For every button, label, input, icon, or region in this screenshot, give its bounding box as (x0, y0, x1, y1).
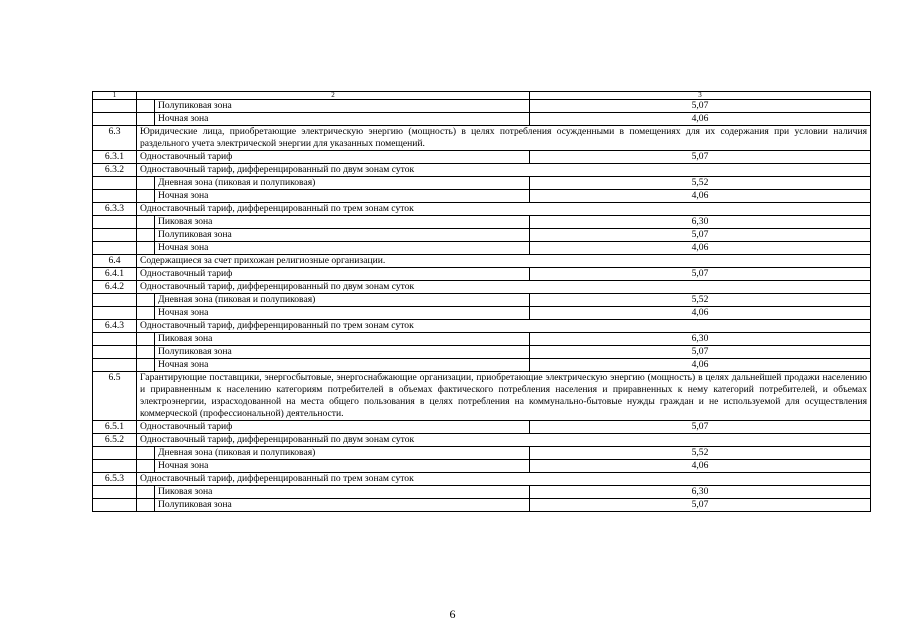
indent-cell (137, 346, 155, 359)
table-row (93, 242, 871, 255)
row-number (93, 499, 137, 512)
indent-cell (137, 242, 155, 255)
zone-label: Пиковая зона (155, 486, 530, 499)
table-row (93, 281, 871, 294)
zone-label: Дневная зона (пиковая и полупиковая) (155, 447, 530, 460)
tariff-value: 4,06 (530, 460, 871, 473)
tariff-value: 6,30 (530, 486, 871, 499)
tariff-label: Одноставочный тариф (137, 151, 530, 164)
tariff-value: 6,30 (530, 216, 871, 229)
row-number (93, 447, 137, 460)
category-description: Гарантирующие поставщики, энергосбытовые, энергоснабжающие организации, приобретающие электрическую энергию (мощность) в целях дальнейшей продажи населению и приравненным к населению категориям потребителей в объемах фактического потребления населения и приравненных к нему категорий потребителей, и объемах электроэнергии, израсходованной на места общего пользования в целях потребления на коммунально-бытовые нужды граждан и не используемой для осуществления коммерческой (профессиональной) деятельности. (137, 372, 871, 421)
table-row (93, 307, 871, 320)
row-number: 6.5.1 (93, 421, 137, 434)
table-row (93, 372, 871, 421)
row-number: 6.4 (93, 255, 137, 268)
tariff-value: 4,06 (530, 113, 871, 126)
table-row (93, 486, 871, 499)
row-number (93, 100, 137, 113)
indent-cell (137, 216, 155, 229)
table-row (93, 177, 871, 190)
row-number (93, 294, 137, 307)
table-row (93, 203, 871, 216)
indent-cell (137, 499, 155, 512)
zone-label: Дневная зона (пиковая и полупиковая) (155, 177, 530, 190)
table-row (93, 320, 871, 333)
row-number (93, 242, 137, 255)
indent-cell (137, 447, 155, 460)
zone-label: Ночная зона (155, 242, 530, 255)
tariff-value: 5,52 (530, 447, 871, 460)
zone-label: Полупиковая зона (155, 100, 530, 113)
row-number (93, 359, 137, 372)
row-number: 6.4.3 (93, 320, 137, 333)
row-number: 6.5.3 (93, 473, 137, 486)
category-description: Содержащиеся за счет прихожан религиозные организации. (137, 255, 871, 268)
category-description: Одноставочный тариф, дифференцированный по двум зонам суток (137, 281, 871, 294)
indent-cell (137, 486, 155, 499)
row-number: 6.3.2 (93, 164, 137, 177)
row-number (93, 113, 137, 126)
row-number: 6.3.3 (93, 203, 137, 216)
indent-cell (137, 229, 155, 242)
indent-cell (137, 177, 155, 190)
table-row (93, 229, 871, 242)
tariff-value: 5,07 (530, 346, 871, 359)
row-number: 6.5.2 (93, 434, 137, 447)
tariff-value: 6,30 (530, 333, 871, 346)
tariff-value: 5,07 (530, 499, 871, 512)
row-number (93, 190, 137, 203)
tariff-value: 5,07 (530, 100, 871, 113)
table-row (93, 151, 871, 164)
tariff-value: 5,07 (530, 229, 871, 242)
tariff-label: Одноставочный тариф (137, 421, 530, 434)
table-row (93, 294, 871, 307)
indent-cell (137, 113, 155, 126)
tariff-value: 5,07 (530, 268, 871, 281)
table-row (93, 460, 871, 473)
tariff-value: 5,52 (530, 177, 871, 190)
row-number (93, 333, 137, 346)
row-number (93, 307, 137, 320)
tariff-value: 5,07 (530, 151, 871, 164)
table-row (93, 346, 871, 359)
zone-label: Ночная зона (155, 307, 530, 320)
row-number: 6.3.1 (93, 151, 137, 164)
row-number (93, 346, 137, 359)
header-col-2: 2 (137, 92, 530, 100)
tariff-table (92, 91, 871, 512)
zone-label: Полупиковая зона (155, 229, 530, 242)
table-row (93, 113, 871, 126)
category-description: Юридические лица, приобретающие электрическую энергию (мощность) в целях потребления осужденными в помещениях для их содержания при условии наличия раздельного учета электрической энергии для указанных помещений. (137, 126, 871, 151)
zone-label: Ночная зона (155, 113, 530, 126)
row-number (93, 460, 137, 473)
table-header-row (93, 92, 871, 100)
zone-label: Ночная зона (155, 460, 530, 473)
table-row (93, 434, 871, 447)
indent-cell (137, 190, 155, 203)
indent-cell (137, 100, 155, 113)
table-row (93, 268, 871, 281)
zone-label: Полупиковая зона (155, 499, 530, 512)
tariff-label: Одноставочный тариф (137, 268, 530, 281)
table-row (93, 333, 871, 346)
page-number: 6 (449, 607, 456, 621)
row-number: 6.3 (93, 126, 137, 151)
table-row (93, 447, 871, 460)
table-row (93, 216, 871, 229)
category-description: Одноставочный тариф, дифференцированный по трем зонам суток (137, 203, 871, 216)
category-description: Одноставочный тариф, дифференцированный по трем зонам суток (137, 320, 871, 333)
zone-label: Ночная зона (155, 190, 530, 203)
row-number (93, 229, 137, 242)
table-row (93, 473, 871, 486)
tariff-value: 5,07 (530, 421, 871, 434)
table-row (93, 255, 871, 268)
tariff-value: 4,06 (530, 307, 871, 320)
header-col-1: 1 (93, 92, 137, 100)
tariff-value: 4,06 (530, 242, 871, 255)
row-number (93, 486, 137, 499)
row-number (93, 216, 137, 229)
category-description: Одноставочный тариф, дифференцированный по трем зонам суток (137, 473, 871, 486)
category-description: Одноставочный тариф, дифференцированный по двум зонам суток (137, 434, 871, 447)
tariff-value: 4,06 (530, 359, 871, 372)
zone-label: Дневная зона (пиковая и полупиковая) (155, 294, 530, 307)
table-row (93, 421, 871, 434)
zone-label: Пиковая зона (155, 333, 530, 346)
table-row (93, 100, 871, 113)
row-number (93, 177, 137, 190)
header-col-3: 3 (530, 92, 871, 100)
category-description: Одноставочный тариф, дифференцированный по двум зонам суток (137, 164, 871, 177)
tariff-value: 5,52 (530, 294, 871, 307)
table-row (93, 190, 871, 203)
row-number: 6.4.2 (93, 281, 137, 294)
indent-cell (137, 307, 155, 320)
tariff-value: 4,06 (530, 190, 871, 203)
row-number: 6.4.1 (93, 268, 137, 281)
table-row (93, 359, 871, 372)
indent-cell (137, 359, 155, 372)
table-row (93, 164, 871, 177)
zone-label: Полупиковая зона (155, 346, 530, 359)
zone-label: Пиковая зона (155, 216, 530, 229)
row-number: 6.5 (93, 372, 137, 421)
indent-cell (137, 333, 155, 346)
zone-label: Ночная зона (155, 359, 530, 372)
indent-cell (137, 460, 155, 473)
table-row (93, 499, 871, 512)
table-row (93, 126, 871, 151)
indent-cell (137, 294, 155, 307)
